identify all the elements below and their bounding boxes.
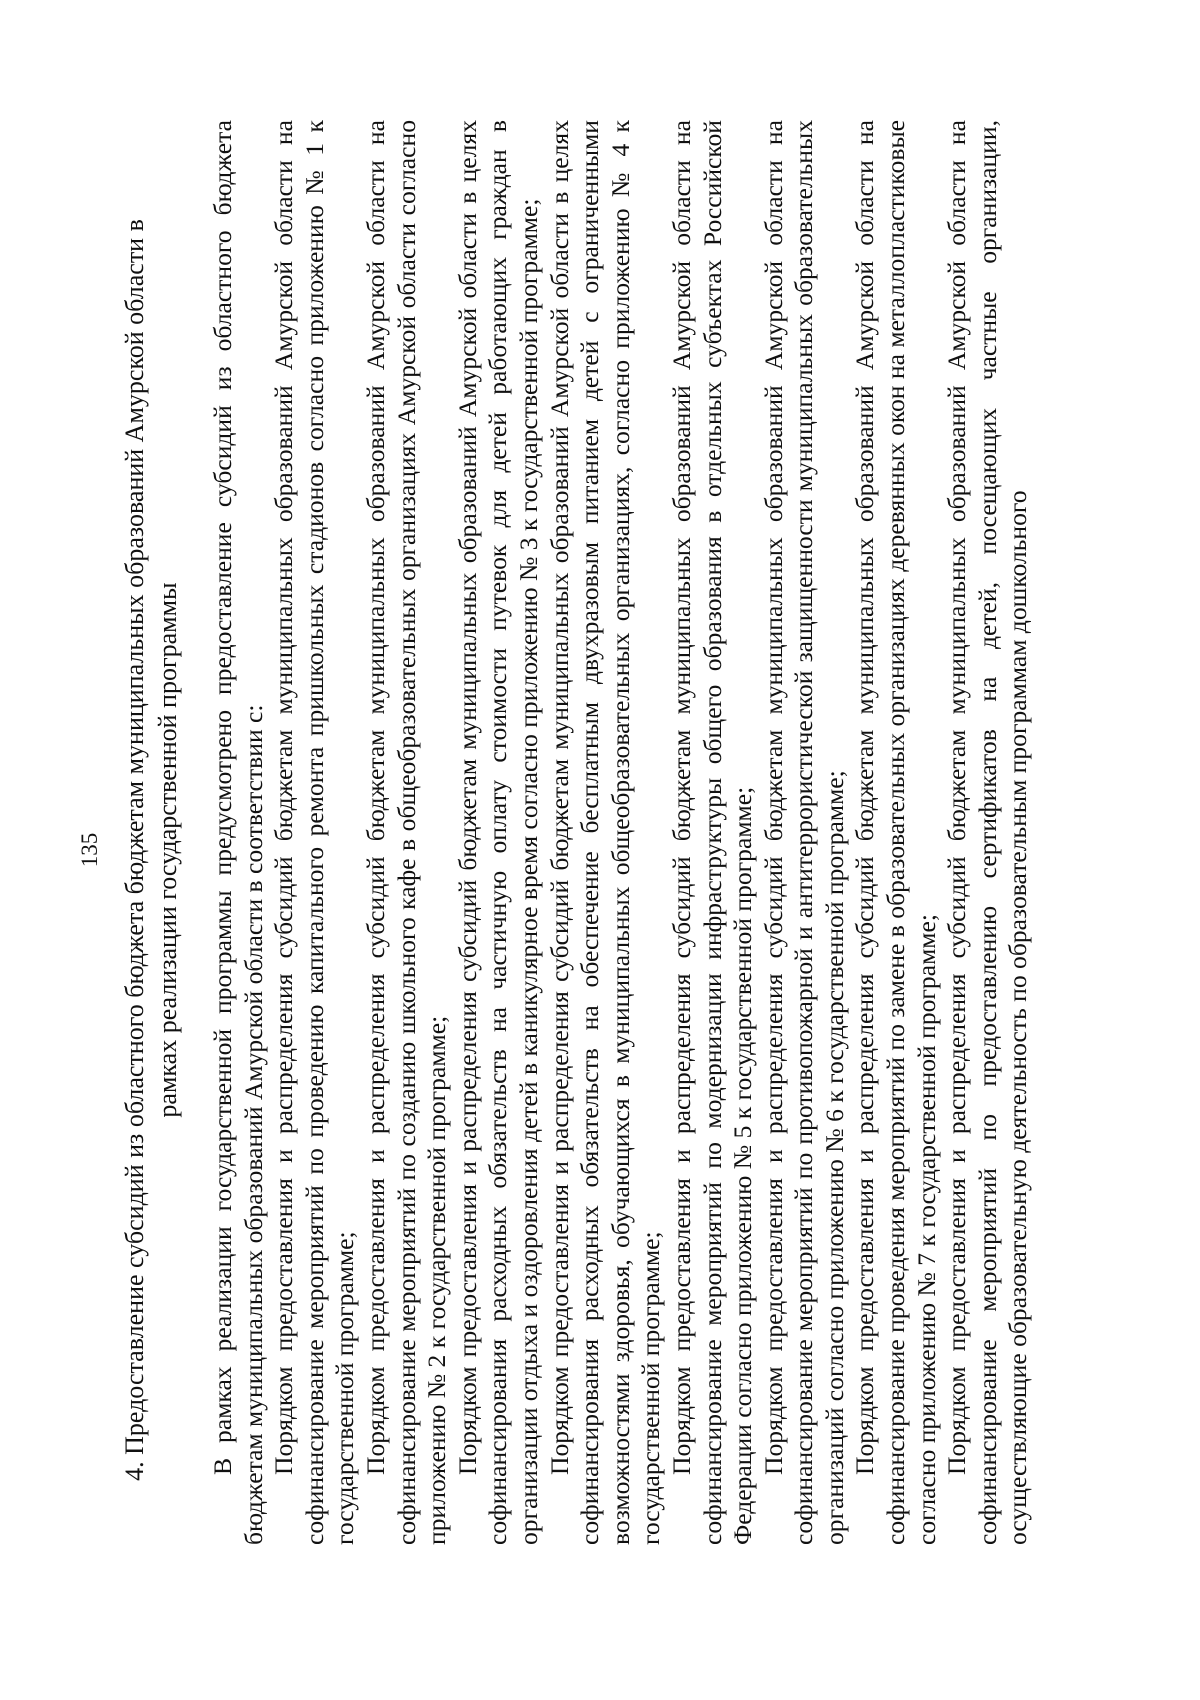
paragraph-appendix-1: Порядком предоставления и распределения субсидий бюджетам муниципальных образований Амурской области на софинансирование мероприятий по проведению капитального ремонта пришкольных стадионов согласно приложению № 1 к государственной программе; — [269, 120, 360, 1545]
paragraph-appendix-7: Порядком предоставления и распределения субсидий бюджетам муниципальных образований Амурской области на софинансирование проведения мероприятий по замене в образовательных организациях деревянных окон на металлопластиковые согласно приложению № 7 к государственной программе; — [850, 120, 941, 1545]
section-heading-line-2: рамках реализации государственной программы — [153, 582, 182, 1118]
document-body — [208, 120, 1034, 1545]
paragraph-appendix-3: Порядком предоставления и распределения субсидий бюджетам муниципальных образований Амурской области в целях софинансирования расходных обязательств на частичную оплату стоимости путевок для детей работающих граждан в организации отдыха и оздоровления детей в каникулярное время согласно приложению № 3 к государственной программе; — [452, 120, 543, 1545]
paragraph-appendix-5: Порядком предоставления и распределения субсидий бюджетам муниципальных образований Амурской области на софинансирование мероприятий по модернизации инфраструктуры общего образования в отдельных субъектах Российской Федерации согласно приложению № 5 к государственной программе; — [666, 120, 758, 1545]
paragraph-appendix-4: Порядком предоставления и распределения субсидий бюджетам муниципальных образований Амурской области в целях софинансирования расходных обязательств на обеспечение бесплатным двухразовым питанием детей с ограниченными возможностями здоровья, обучающихся в муниципальных общеобразовательных организациях, согласно приложению № 4 к государственной программе; — [544, 120, 666, 1545]
paragraph-appendix-2: Порядком предоставления и распределения субсидий бюджетам муниципальных образований Амурской области на софинансирование мероприятий по созданию школьного кафе в общеобразовательных организациях Амурской области согласно приложению № 2 к государственной программе; — [360, 120, 452, 1545]
section-heading-line-1: 4. Предоставление субсидий из областного бюджета бюджетам муниципальных образований Амурской области в — [120, 219, 149, 1481]
paragraph-appendix-8: Порядком предоставления и распределения субсидий бюджетам муниципальных образований Амурской области на софинансирование мероприятий по предоставлению сертификатов на детей, посещающих частные организации, осуществляющие образовательную деятельность по образовательным программам дошкольного — [942, 120, 1033, 1545]
section-heading — [118, 160, 184, 1540]
paragraph-appendix-6: Порядком предоставления и распределения субсидий бюджетам муниципальных образований Амурской области на софинансирование мероприятий по противопожарной и антитеррористической защищенности муниципальных образовательных организаций согласно приложению № 6 к государственной программе; — [758, 120, 849, 1545]
page-number: 135 — [77, 832, 102, 868]
paragraph-intro: В рамках реализации государственной программы предусмотрено предоставление субсидий из областного бюджета бюджетам муниципальных образований Амурской области в соответствии с: — [208, 120, 268, 1545]
